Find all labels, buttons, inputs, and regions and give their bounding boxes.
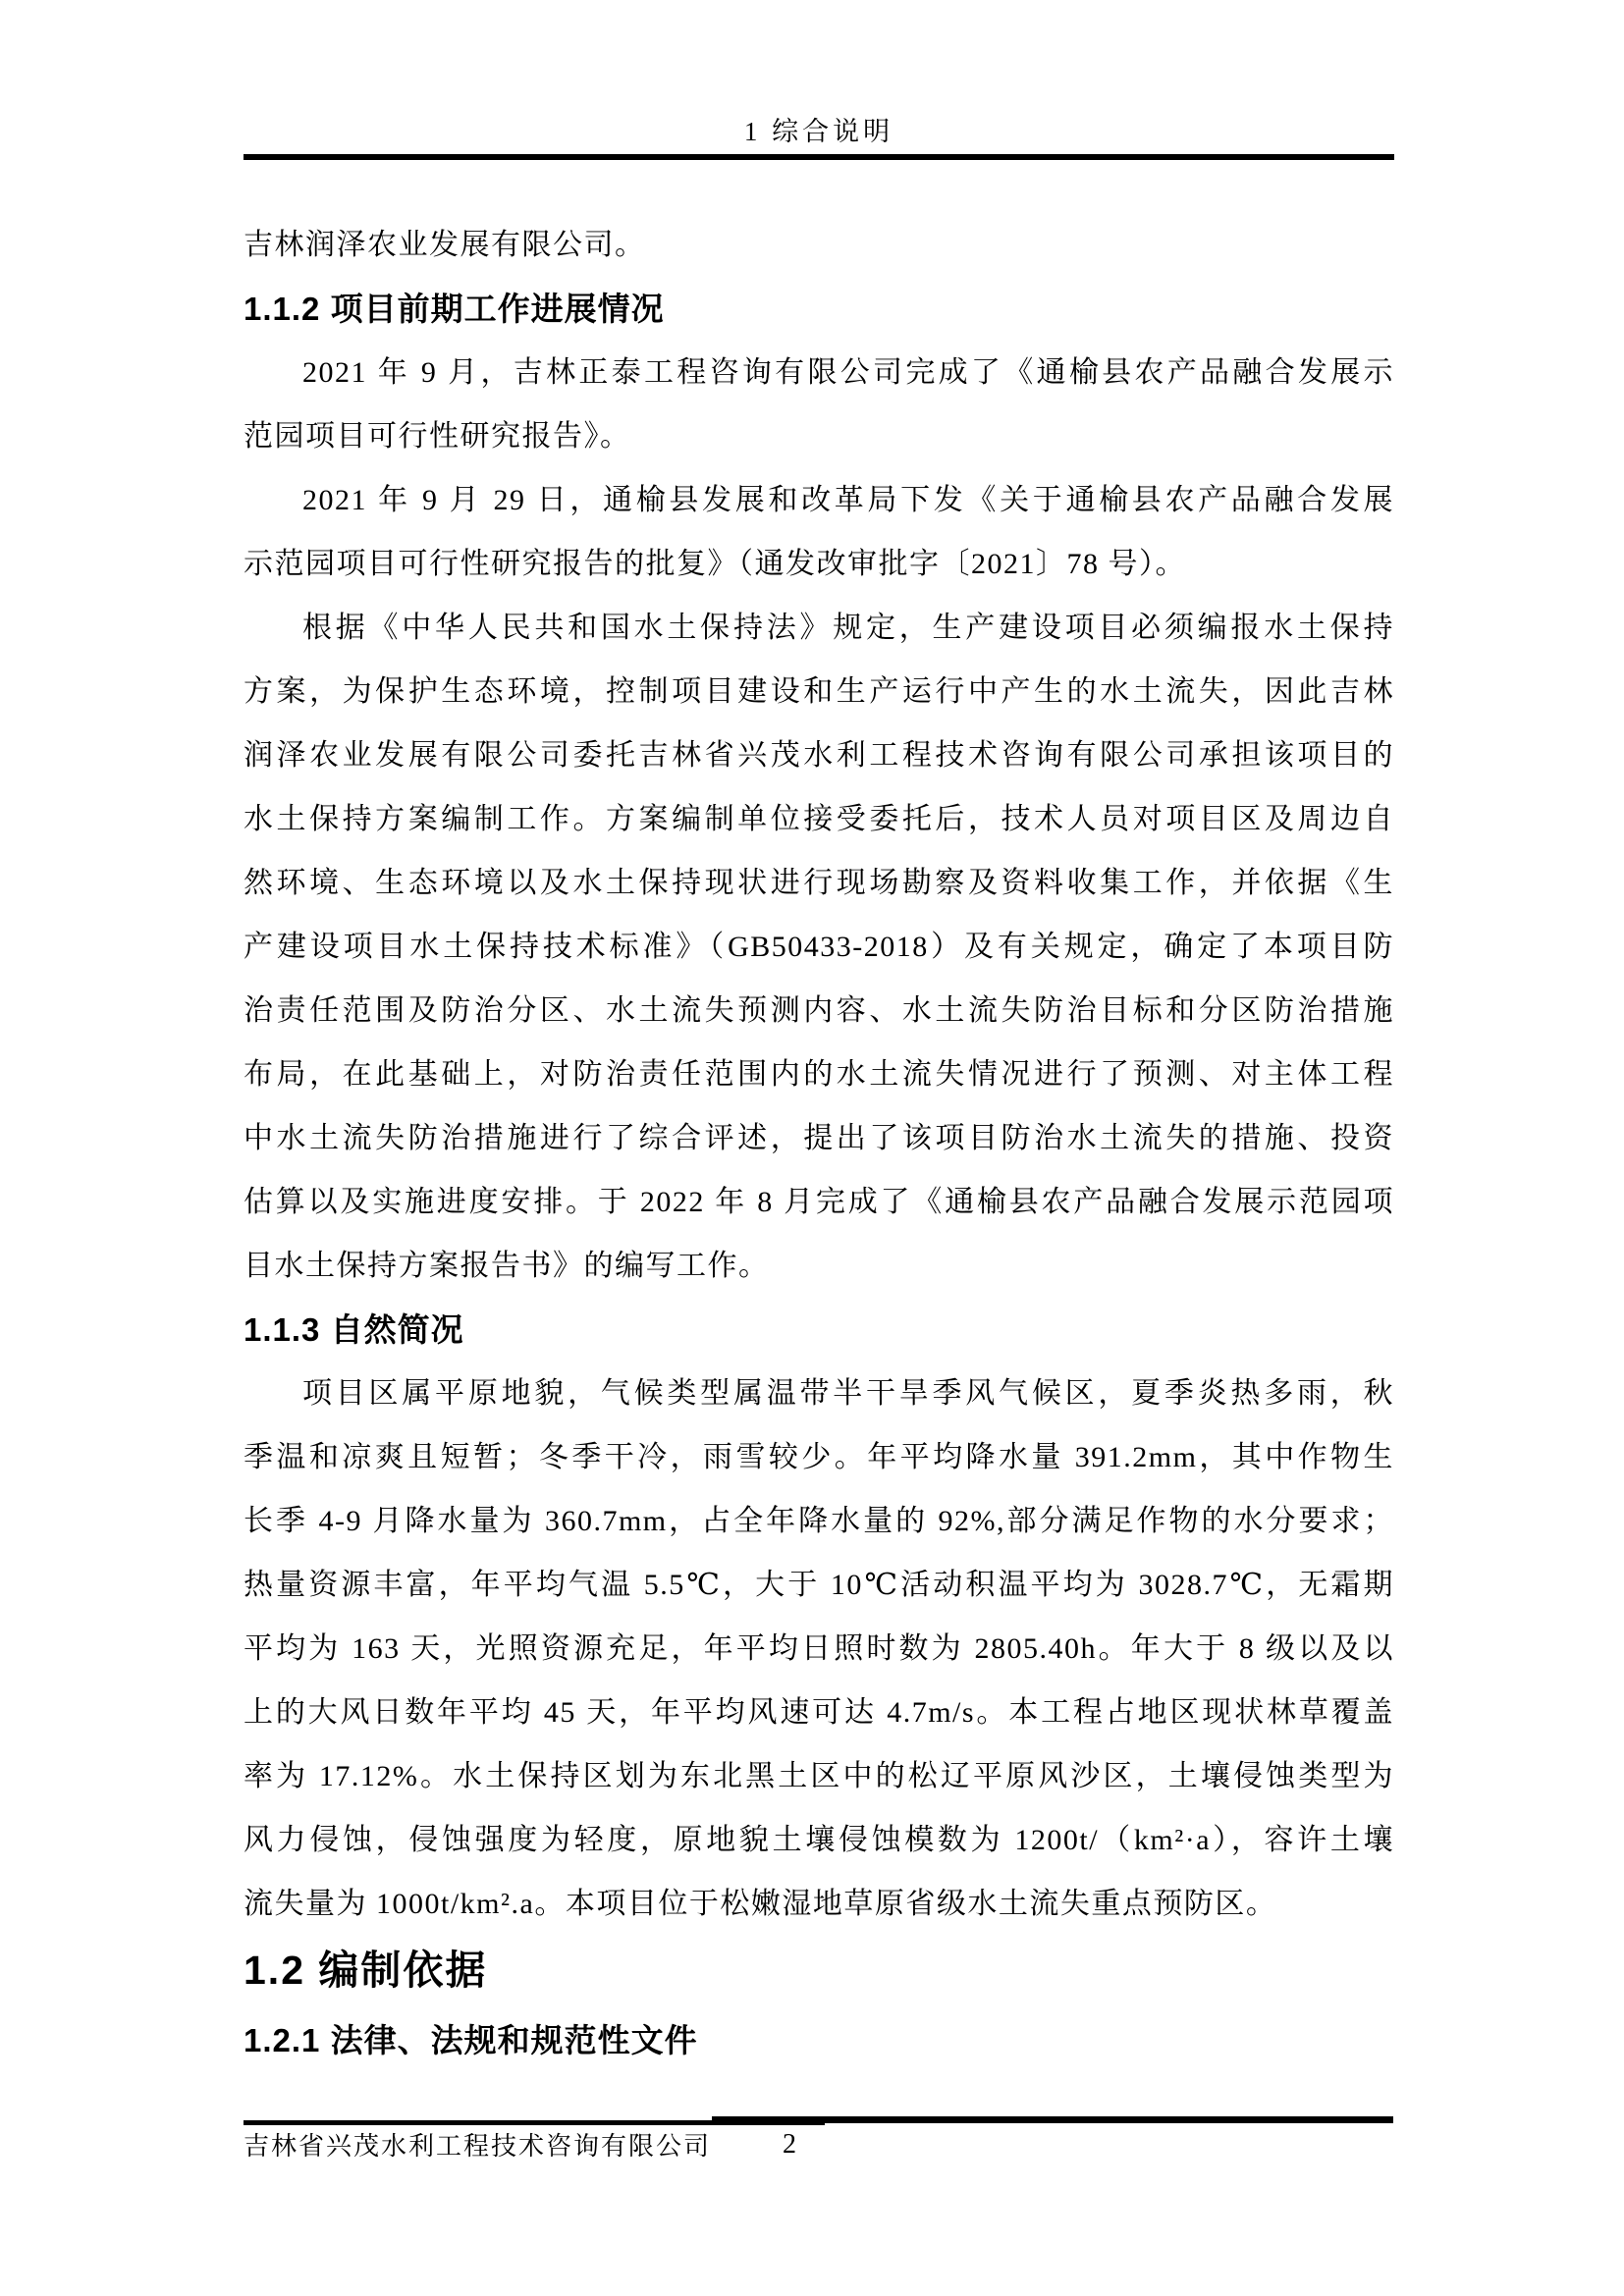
paragraph-line: 布局，在此基础上，对防治责任范围内的水土流失情况进行了预测、对主体工程 xyxy=(244,1058,1394,1091)
paragraph-line: 方案，为保护生态环境，控制项目建设和生产运行中产生的水土流失，因此吉林 xyxy=(244,675,1394,708)
paragraph-line: 范园项目可行性研究报告》。 xyxy=(244,420,631,453)
page-header-title: 1 综合说明 xyxy=(743,117,894,146)
heading-1-1-2: 1.1.2 项目前期工作进展情况 xyxy=(244,291,665,327)
paragraph-line: 风力侵蚀，侵蚀强度为轻度，原地貌土壤侵蚀模数为 1200t/（km²·a），容许土壤 xyxy=(244,1824,1394,1856)
paragraph-line: 中水土流失防治措施进行了综合评述，提出了该项目防治水土流失的措施、投资 xyxy=(244,1122,1394,1154)
paragraph-line: 流失量为 1000t/km².a。本项目位于松嫩湿地草原省级水土流失重点预防区。 xyxy=(244,1888,1277,1920)
footer-page-number: 2 xyxy=(783,2129,796,2160)
paragraph-line: 估算以及实施进度安排。于 2022 年 8 月完成了《通榆县农产品融合发展示范园项 xyxy=(244,1186,1394,1218)
document-body xyxy=(244,213,1394,2072)
paragraph-line: 上的大风日数年平均 45 天，年平均风速可达 4.7m/s。本工程占地区现状林草覆盖 xyxy=(244,1696,1394,1729)
paragraph-line: 润泽农业发展有限公司委托吉林省兴茂水利工程技术咨询有限公司承担该项目的 xyxy=(244,739,1394,772)
paragraph-line: 热量资源丰富，年平均气温 5.5℃，大于 10℃活动积温平均为 3028.7℃，无霜期 xyxy=(244,1569,1394,1601)
paragraph-line: 然环境、生态环境以及水土保持现状进行现场勘察及资料收集工作，并依据《生 xyxy=(244,867,1394,899)
paragraph-line: 项目区属平原地貌，气候类型属温带半干旱季风气候区，夏季炎热多雨，秋 xyxy=(302,1377,1394,1410)
paragraph-line: 水土保持方案编制工作。方案编制单位接受委托后，技术人员对项目区及周边自 xyxy=(244,803,1394,835)
heading-1-2: 1.2 编制依据 xyxy=(244,1948,488,1993)
heading-1-2-1: 1.2.1 法律、法规和规范性文件 xyxy=(244,2022,698,2058)
paragraph-line: 平均为 163 天，光照资源充足，年平均日照时数为 2805.40h。年大于 8 级以及以 xyxy=(244,1632,1394,1665)
paragraph-line: 示范园项目可行性研究报告的批复》（通发改审批字〔2021〕78 号）。 xyxy=(244,548,1186,580)
paragraph-line: 率为 17.12%。水土保持区划为东北黑土区中的松辽平原风沙区，土壤侵蚀类型为 xyxy=(244,1760,1394,1792)
header-rule xyxy=(244,154,1394,160)
paragraph-line: 根据《中华人民共和国水土保持法》规定，生产建设项目必须编报水土保持 xyxy=(302,612,1394,644)
paragraph-line: 目水土保持方案报告书》的编写工作。 xyxy=(244,1250,770,1282)
paragraph-line: 产建设项目水土保持技术标准》（GB50433-2018）及有关规定，确定了本项目防 xyxy=(244,931,1394,963)
heading-1-1-3: 1.1.3 自然简况 xyxy=(244,1311,464,1348)
paragraph-line: 治责任范围及防治分区、水土流失预测内容、水土流失防治目标和分区防治措施 xyxy=(244,994,1394,1027)
paragraph-line: 长季 4-9 月降水量为 360.7mm，占全年降水量的 92%,部分满足作物的水分要求； xyxy=(244,1505,1394,1537)
paragraph-line: 季温和凉爽且短暂；冬季干冷，雨雪较少。年平均降水量 391.2mm，其中作物生 xyxy=(244,1441,1394,1473)
footer-company-name: 吉林省兴茂水利工程技术咨询有限公司 xyxy=(244,2132,712,2161)
paragraph-line: 2021 年 9 月 29 日，通榆县发展和改革局下发《关于通榆县农产品融合发展 xyxy=(302,484,1394,516)
footer-rule-right xyxy=(712,2116,1393,2123)
paragraph-line: 2021 年 9 月，吉林正泰工程咨询有限公司完成了《通榆县农产品融合发展示 xyxy=(302,356,1394,389)
paragraph-line: 吉林润泽农业发展有限公司。 xyxy=(244,229,646,261)
